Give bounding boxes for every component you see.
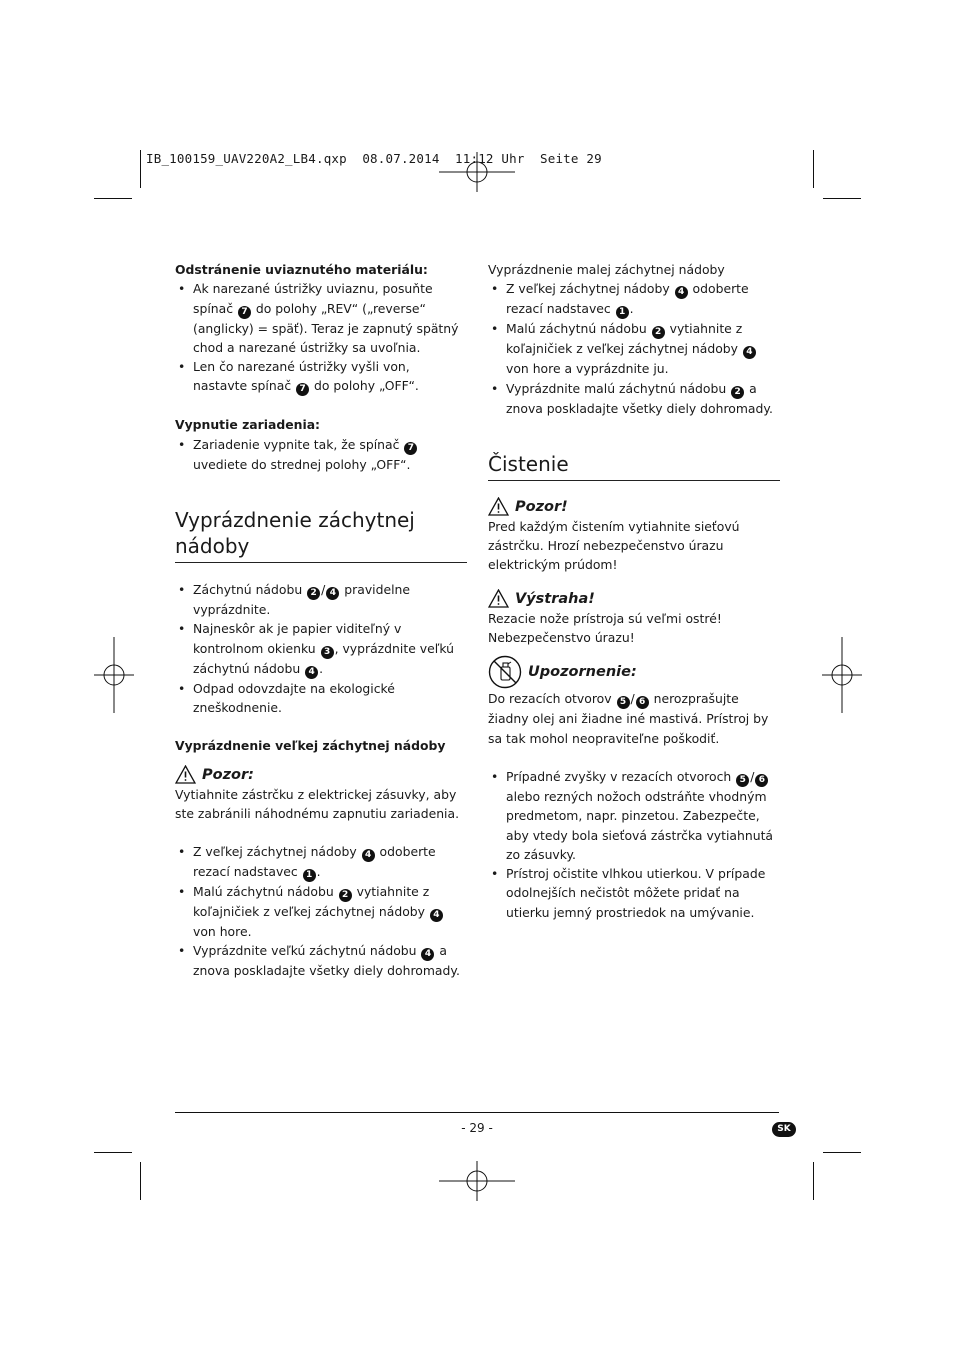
- text: Do rezacích otvorov: [488, 691, 616, 707]
- text: .: [319, 660, 324, 676]
- number-badge: 7: [296, 383, 309, 396]
- warning-title: Pozor:: [202, 766, 254, 783]
- warning-heading: [488, 589, 780, 609]
- warning-triangle-icon: [488, 589, 509, 608]
- footer-rule: [175, 1112, 779, 1113]
- list-item: • Prístroj očistite vlhkou utierkou. V prípade odolnejších nečistôt môžete pridať na utierku jemný prostriedok na umývanie.: [488, 864, 780, 922]
- text: Ak narezané ústrižky uviaznu, posuňte spínač: [193, 281, 433, 316]
- number-badge: 2: [652, 326, 665, 339]
- number-badge: 2: [731, 386, 744, 399]
- text: pravidelne vyprázdnite.: [193, 582, 411, 618]
- number-badge: 5: [736, 774, 749, 787]
- number-badge: 1: [616, 306, 629, 319]
- text: Malú záchytnú nádobu: [193, 884, 338, 900]
- list-item: [175, 619, 467, 678]
- warning-triangle-icon: [175, 765, 196, 784]
- list-item: [175, 435, 467, 474]
- warning-heading: [488, 497, 780, 517]
- warning-text: Pred každým čistením vytiahnite sieťovú zástrčku. Hrozí nebezpečenstvo úrazu elektrickým prúdom!: [488, 518, 740, 573]
- section-title: Vypnutie zariadenia:: [175, 417, 321, 433]
- text: odoberte rezací nadstavec: [506, 281, 749, 317]
- text: a znova poskladajte všetky diely dohromady.: [193, 943, 460, 979]
- text: a znova poskladajte všetky diely dohromady.: [506, 380, 773, 416]
- text: /: [630, 691, 635, 707]
- number-badge: 6: [636, 696, 649, 709]
- text: do polohy „REV“ („reverse“ (anglicky) = späť). Teraz je zapnutý spätný chod a narezané ústrižky sa uvoľnia.: [193, 300, 459, 355]
- language-badge: SK: [772, 1122, 796, 1137]
- number-badge: 4: [430, 909, 443, 922]
- crop-mark: [823, 198, 861, 199]
- text: vytiahnite z koľajničiek z veľkej záchytnej nádoby: [193, 884, 430, 920]
- crop-mark: [94, 198, 132, 199]
- text: .: [316, 864, 321, 880]
- text: /: [750, 768, 755, 784]
- text: Zariadenie vypnite tak, že spínač: [193, 436, 404, 452]
- registration-mark: [439, 1161, 515, 1201]
- number-badge: 4: [421, 948, 434, 961]
- text: Len čo narezané ústrižky vyšli von, nastavte spínač: [193, 359, 410, 394]
- number-badge: 2: [307, 587, 320, 600]
- text: Prípadné zvyšky v rezacích otvoroch: [506, 768, 736, 784]
- print-header: IB_100159_UAV220A2_LB4.qxp 08.07.2014 11:12 Uhr Seite 29: [146, 151, 602, 166]
- list-item: • Odpad odovzdajte na ekologické zneškodnenie.: [175, 679, 467, 718]
- text: .: [629, 301, 634, 317]
- list-item: [175, 357, 467, 396]
- number-badge: 7: [404, 442, 417, 455]
- warning-title: Výstraha!: [515, 590, 595, 607]
- number-badge: 3: [321, 646, 334, 659]
- number-badge: 6: [755, 774, 768, 787]
- crop-mark: [140, 1162, 141, 1200]
- list-item: [175, 279, 467, 357]
- number-badge: 4: [362, 849, 375, 862]
- text: , vyprázdnite veľkú záchytnú nádobu: [193, 640, 455, 676]
- text: Najneskôr ak je papier viditeľný v kontrolnom okienku: [193, 621, 402, 656]
- list-item: [175, 580, 467, 619]
- number-badge: 4: [305, 666, 318, 679]
- text: Malú záchytnú nádobu: [506, 321, 651, 337]
- number-badge: 1: [303, 869, 316, 882]
- no-spray-icon: [488, 655, 522, 689]
- crop-mark: [94, 1152, 132, 1153]
- crop-mark: [813, 1162, 814, 1200]
- number-badge: 4: [326, 587, 339, 600]
- section-heading: Čistenie: [488, 451, 780, 481]
- number-badge: 4: [743, 346, 756, 359]
- crop-mark: [140, 150, 141, 188]
- text: odoberte rezací nadstavec: [193, 844, 436, 880]
- registration-mark: [822, 637, 862, 713]
- text: nerozprašujte žiadny olej ani žiadne iné mastivá. Prístroj by sa tak mohol neopraviteľne poškodiť.: [488, 691, 769, 746]
- list-item: [488, 319, 780, 378]
- text: Z veľkej záchytnej nádoby: [193, 844, 361, 860]
- warning-text: Rezacie nože prístroja sú veľmi ostré! Nebezpečenstvo úrazu!: [488, 610, 722, 646]
- list-item: [175, 882, 467, 941]
- notice-title: Upozornenie:: [528, 664, 637, 681]
- crop-mark: [813, 150, 814, 188]
- text: von hore.: [193, 924, 252, 940]
- list-item: [175, 941, 467, 980]
- list-item: [175, 842, 467, 882]
- section-title: Vyprázdnenie malej záchytnej nádoby: [488, 262, 725, 277]
- notice-heading: [488, 655, 780, 689]
- text: Vyprázdnite veľkú záchytnú nádobu: [193, 943, 421, 959]
- warning-text: Vytiahnite zástrčku z elektrickej zásuvky, aby ste zabránili náhodnému zapnutiu zariadenia.: [175, 786, 460, 821]
- text: /: [321, 582, 326, 598]
- text: alebo rezných nožoch odstráňte vhodným predmetom, napr. pinzetou. Zabezpečte, aby vtedy bola sieťová zástrčka vytiahnutá zo zásuvky.: [506, 788, 774, 862]
- text: vytiahnite z koľajničiek z veľkej záchytnej nádoby: [506, 321, 743, 357]
- list-item: [488, 767, 780, 864]
- page-number: - 29 -: [461, 1121, 493, 1135]
- warning-title: Pozor!: [515, 498, 568, 515]
- warning-heading: [175, 765, 467, 785]
- number-badge: 7: [238, 306, 251, 319]
- text: von hore a vyprázdnite ju.: [506, 361, 669, 377]
- text: Záchytnú nádobu: [193, 582, 307, 598]
- warning-triangle-icon: [488, 497, 509, 516]
- number-badge: 4: [675, 286, 688, 299]
- crop-mark: [823, 1152, 861, 1153]
- section-title: Odstránenie uviaznutého materiálu:: [175, 262, 428, 277]
- text: Vyprázdnite malú záchytnú nádobu: [506, 380, 731, 396]
- right-column: [488, 260, 780, 922]
- text: uvediete do strednej polohy „OFF“.: [193, 456, 411, 472]
- list-item: [488, 279, 780, 319]
- notice-text: [488, 689, 780, 748]
- number-badge: 5: [617, 696, 630, 709]
- registration-mark: [94, 637, 134, 713]
- list-item: [488, 379, 780, 418]
- text: Z veľkej záchytnej nádoby: [506, 281, 674, 297]
- section-heading: Vyprázdnenie záchytnej nádoby: [175, 507, 467, 563]
- left-column: [175, 260, 467, 981]
- registration-mark: [439, 152, 515, 192]
- text: do polohy „OFF“.: [310, 378, 419, 394]
- section-title: Vyprázdnenie veľkej záchytnej nádoby: [175, 738, 446, 754]
- number-badge: 2: [339, 889, 352, 902]
